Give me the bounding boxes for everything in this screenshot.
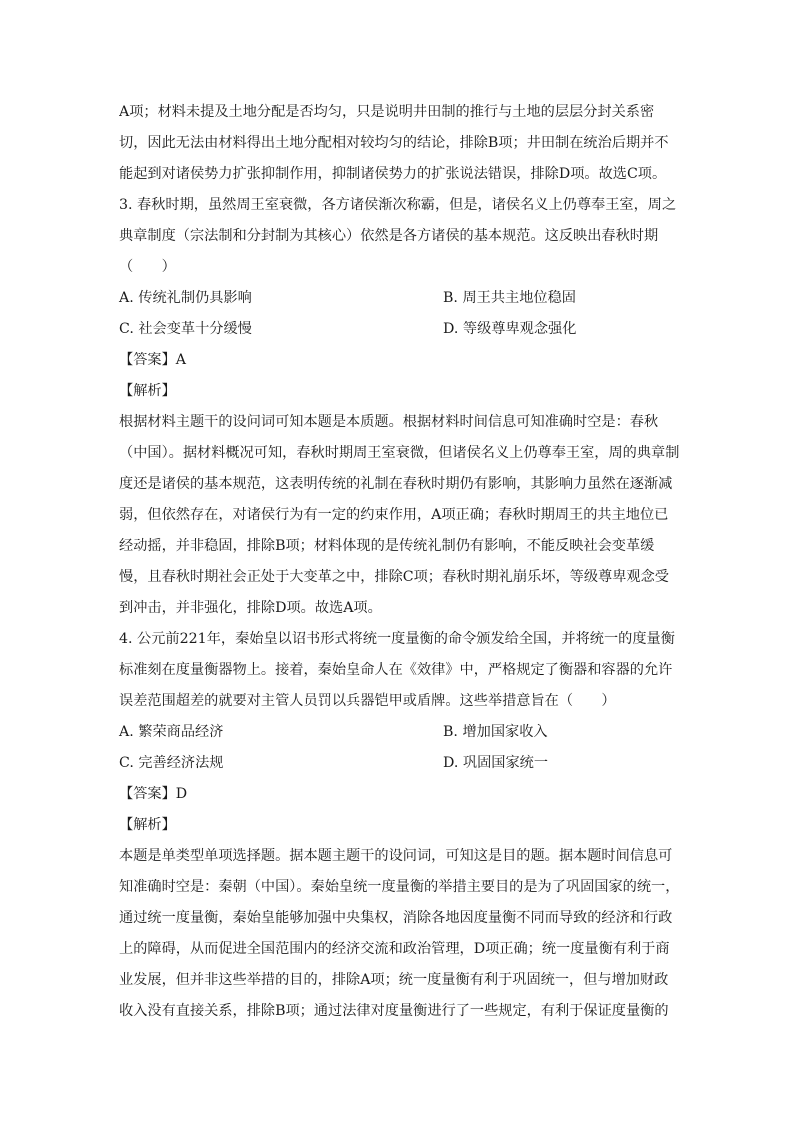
analysis-line: 通过统一度量衡，秦始皇能够加强中央集权，消除各地因度量衡不同而导致的经济和行政 xyxy=(119,910,673,926)
option-b: B. 周王共主地位稳固 xyxy=(443,290,576,306)
analysis-text xyxy=(119,407,679,624)
options-row xyxy=(119,314,679,345)
analysis-line: 到冲击，并非强化，排除D项。故选A项。 xyxy=(119,600,382,616)
document-body xyxy=(119,97,679,1027)
analysis-line: 度还是诸侯的基本规范，这表明传统的礼制在春秋时期仍有影响，其影响力虽然在逐渐减 xyxy=(119,476,673,492)
previous-analysis-tail xyxy=(119,97,679,190)
question-stem-line: 标准刻在度量衡器物上。接着，秦始皇命人在《效律》中，严格规定了衡器和容器的允许 xyxy=(119,662,673,678)
options-row xyxy=(119,748,679,779)
text-line: 切，因此无法由材料得出土地分配相对较均匀的结论，排除B项；井田制在统治后期并不 xyxy=(119,135,669,151)
analysis-line: 业发展，但并非这些举措的目的，排除A项；统一度量衡有利于巩固统一，但与增加财政 xyxy=(119,972,669,988)
option-d: D. 等级尊卑观念强化 xyxy=(443,321,577,337)
text-line: A项；材料未提及土地分配是否均匀，只是说明井田制的推行与土地的层层分封关系密 xyxy=(119,104,655,120)
analysis-line: 上的障碍，从而促进全国范围内的经济交流和政治管理，D项正确；统一度量衡有利于商 xyxy=(119,941,670,957)
question-stem-line: 误差范围超差的就要对主管人员罚以兵器铠甲或盾牌。这些举措意旨在（ ） xyxy=(119,693,616,709)
option-a: A. 繁荣商品经济 xyxy=(119,724,224,740)
question-stem-line: 3. 春秋时期，虽然周王室衰微，各方诸侯渐次称霸，但是，诸侯名义上仍尊奉王室，周之 xyxy=(119,197,677,213)
options-row xyxy=(119,283,679,314)
analysis-line: 收入没有直接关系，排除B项；通过法律对度量衡进行了一些规定，有利于保证度量衡的 xyxy=(119,1003,669,1019)
answer-label: 【答案】A xyxy=(119,352,186,368)
question-stem-line: 典章制度（宗法制和分封制为其核心）依然是各方诸侯的基本规范。这反映出春秋时期 xyxy=(119,228,659,244)
option-a: A. 传统礼制仍具影响 xyxy=(119,290,252,306)
option-d: D. 巩固国家统一 xyxy=(443,755,549,771)
option-b: B. 增加国家收入 xyxy=(443,724,548,740)
option-c: C. 社会变革十分缓慢 xyxy=(119,321,252,337)
text-line: 能起到对诸侯势力扩张抑制作用，抑制诸侯势力的扩张说法错误，排除D项。故选C项。 xyxy=(119,166,667,182)
question-stem-line: 4. 公元前221年，秦始皇以诏书形式将统一度量衡的命令颁发给全国，并将统一的度量衡 xyxy=(119,631,675,647)
question-4 xyxy=(119,624,679,1027)
options-row xyxy=(119,717,679,748)
analysis-line: 根据材料主题干的设问词可知本题是本质题。根据材料时间信息可知准确时空是：春秋 xyxy=(119,414,659,430)
analysis-label: 【解析】 xyxy=(119,817,176,833)
analysis-label: 【解析】 xyxy=(119,383,176,399)
analysis-line: 弱，但依然存在，对诸侯行为有一定的约束作用，A项正确；春秋时期周王的共主地位已 xyxy=(119,507,669,523)
analysis-text xyxy=(119,841,679,1027)
analysis-line: （中国）。据材料概况可知，春秋时期周王室衰微，但诸侯名义上仍尊奉王室，周的典章制 xyxy=(119,445,679,461)
analysis-line: 经动摇，并非稳固，排除B项；材料体现的是传统礼制仍有影响，不能反映社会变革缓 xyxy=(119,538,655,554)
answer-label: 【答案】D xyxy=(119,786,188,802)
analysis-line: 本题是单类型单项选择题。据本题主题干的设问词，可知这是目的题。据本题时间信息可 xyxy=(119,848,673,864)
answer-bracket: （ ） xyxy=(119,259,176,275)
question-3 xyxy=(119,190,679,624)
option-c: C. 完善经济法规 xyxy=(119,755,224,771)
analysis-line: 知准确时空是：秦朝（中国）。秦始皇统一度量衡的举措主要目的是为了巩固国家的统一， xyxy=(119,879,679,895)
analysis-line: 慢，且春秋时期社会正处于大变革之中，排除C项；春秋时期礼崩乐坏，等级尊卑观念受 xyxy=(119,569,669,585)
